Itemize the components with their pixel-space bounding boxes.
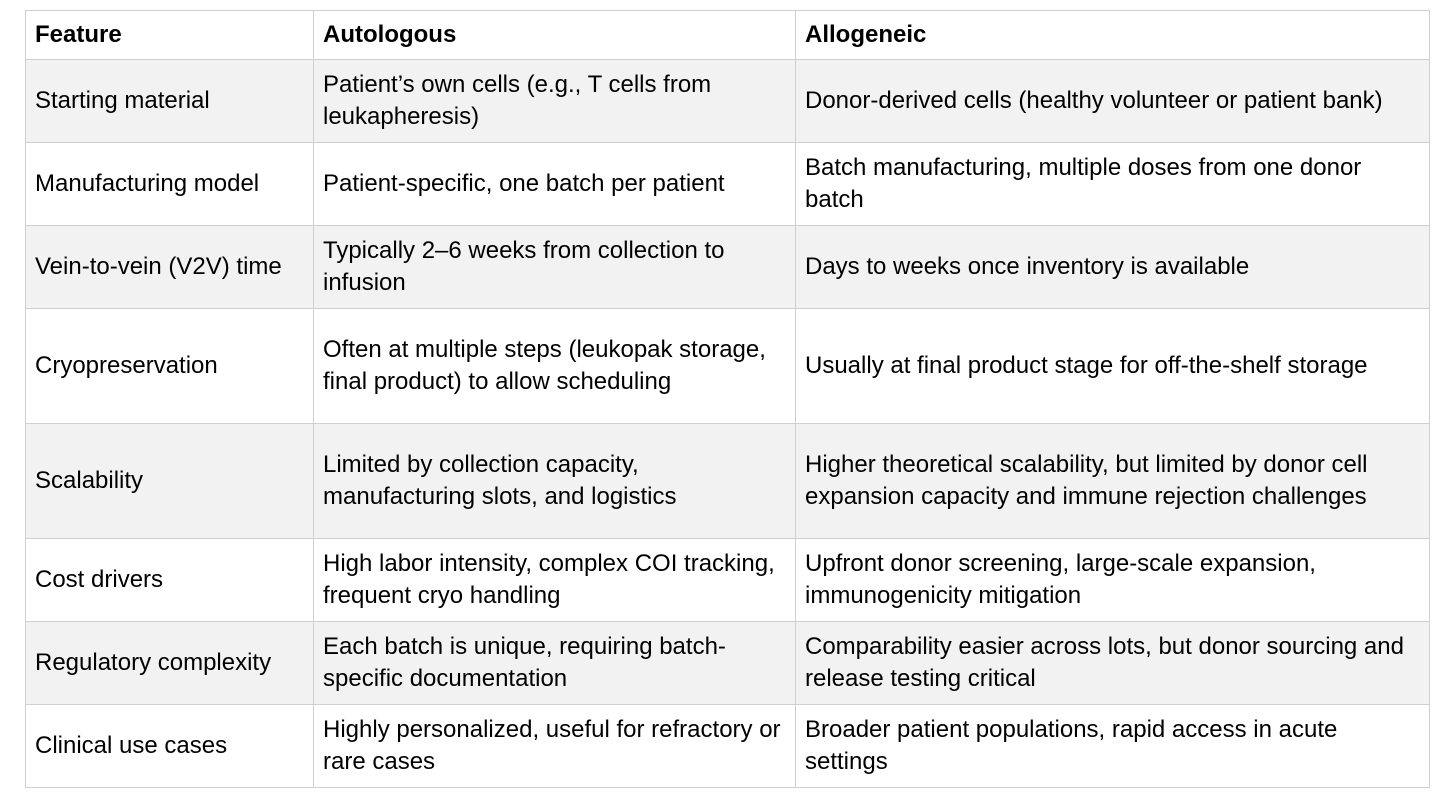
feature-cell: Scalability [26,424,314,539]
table-row [26,143,1430,226]
table-row [26,539,1430,622]
table-row [26,226,1430,309]
autologous-cell: Typically 2–6 weeks from collection to infusion [314,226,796,309]
table-row [26,309,1430,424]
allogeneic-cell: Donor-derived cells (healthy volunteer or patient bank) [796,60,1430,143]
header-allogeneic: Allogeneic [796,11,1430,60]
allogeneic-cell: Days to weeks once inventory is available [796,226,1430,309]
table-row [26,424,1430,539]
autologous-cell: Patient-specific, one batch per patient [314,143,796,226]
autologous-cell: High labor intensity, complex COI tracking, frequent cryo handling [314,539,796,622]
allogeneic-cell: Comparability easier across lots, but donor sourcing and release testing critical [796,622,1430,705]
allogeneic-cell: Batch manufacturing, multiple doses from one donor batch [796,143,1430,226]
table-row [26,60,1430,143]
table-row [26,622,1430,705]
feature-cell: Manufacturing model [26,143,314,226]
header-autologous: Autologous [314,11,796,60]
allogeneic-cell: Usually at final product stage for off-the-shelf storage [796,309,1430,424]
allogeneic-cell: Upfront donor screening, large-scale expansion, immunogenicity mitigation [796,539,1430,622]
feature-cell: Cryopreservation [26,309,314,424]
autologous-cell: Often at multiple steps (leukopak storage, final product) to allow scheduling [314,309,796,424]
feature-cell: Starting material [26,60,314,143]
allogeneic-cell: Higher theoretical scalability, but limited by donor cell expansion capacity and immune rejection challenges [796,424,1430,539]
feature-cell: Vein-to-vein (V2V) time [26,226,314,309]
table-row [26,705,1430,788]
feature-cell: Regulatory complexity [26,622,314,705]
autologous-cell: Limited by collection capacity, manufacturing slots, and logistics [314,424,796,539]
autologous-cell: Each batch is unique, requiring batch-specific documentation [314,622,796,705]
header-feature: Feature [26,11,314,60]
feature-cell: Cost drivers [26,539,314,622]
allogeneic-cell: Broader patient populations, rapid access in acute settings [796,705,1430,788]
autologous-cell: Highly personalized, useful for refractory or rare cases [314,705,796,788]
comparison-table [25,10,1430,788]
autologous-cell: Patient’s own cells (e.g., T cells from leukapheresis) [314,60,796,143]
header-row [26,11,1430,60]
feature-cell: Clinical use cases [26,705,314,788]
